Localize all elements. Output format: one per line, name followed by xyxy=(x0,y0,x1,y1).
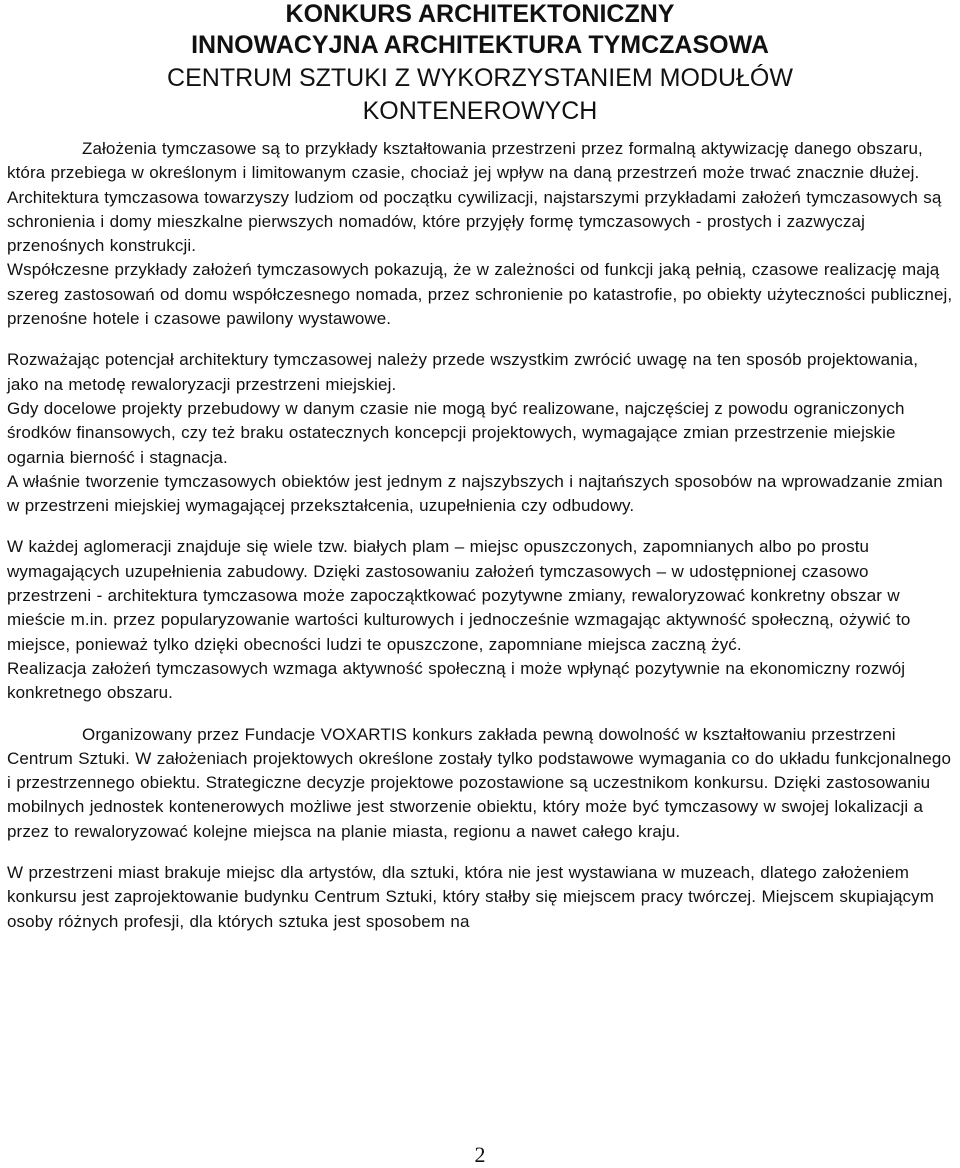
paragraph-voxartis: Organizowany przez Fundacje VOXARTIS konkurs zakłada pewną dowolność w kształtowaniu przestrzeni Centrum Sztuki. W założeniach projektowych określone zostały tylko podstawowe wymagania co do układu funkcjonalnego i przestrzennego obiektu. Strategiczne decyzje projektowe pozostawione są uczestnikom konkursu. Dzięki zastosowaniu mobilnych jednostek kontenerowych możliwe jest stworzenie obiektu, który może być tymczasowy w swojej lokalizacji a przez to rewaloryzować kolejne miejsca na planie miasta, regionu a nawet całego kraju. xyxy=(7,724,952,841)
page-number: 2 xyxy=(474,1142,486,1167)
title-line-1: KONKURS ARCHITEKTONICZNY xyxy=(285,0,675,28)
paragraph-fastest-way: A właśnie tworzenie tymczasowych obiektów jest jednym z najszybszych i najtańszych sposobów na wprowadzanie zmian w przestrzeni miejskiej wymagającej przekształcenia, uzupełnienia czy odbudowy. xyxy=(7,471,943,516)
title-line-2: INNOWACYJNA ARCHITEKTURA TYMCZASOWA xyxy=(191,31,769,59)
paragraph-stagnation: Gdy docelowe projekty przebudowy w danym czasie nie mogą być realizowane, najczęściej z powodu ograniczonych środków finansowych, czy też braku ostatecznych koncepcji projektowych, wymagające zmian przestrzenie miejskie ogarnia bierność i stagnacja. xyxy=(7,398,905,467)
paragraph-gap xyxy=(7,518,953,535)
document-page xyxy=(7,0,953,934)
paragraph-history: Architektura tymczasowa towarzyszy ludziom od początku cywilizacji, najstarszymi przykładami założeń tymczasowych są schronienia i domy mieszkalne pierwszych nomadów, które przyjęły formę tymczasowych - prostych i zazwyczaj przenośnych konstrukcji. xyxy=(7,187,942,256)
paragraph-gap xyxy=(7,706,953,723)
paragraph-white-spots: W każdej aglomeracji znajduje się wiele tzw. białych plam – miejsc opuszczonych, zapomnianych albo po prostu wymagających uzupełnienia zabudowy. Dzięki zastosowaniu założeń tymczasowych – w udostępnionej czasowo przestrzeni - architektura tymczasowa może zapocząktkować pozytywne zmiany, rewaloryzować konkretny obszar w mieście m.in. przez popularyzowanie wartości kulturowych i jednocześnie wzmagając aktywność społeczną, ożywić to miejsce, ponieważ tylko dzięki obecności ludzi te opuszczone, zapomniane miejsca zaczną żyć. xyxy=(7,537,911,654)
title-line-3: CENTRUM SZTUKI Z WYKORZYSTANIEM MODUŁÓW xyxy=(167,64,793,92)
title-line-4: KONTENEROWYCH xyxy=(362,97,598,125)
paragraph-contemporary: Współczesne przykłady założeń tymczasowych pokazują, że w zależności od funkcji jaką pełnią, czasowe realizację mają szereg zastosowań od domu współczesnego nomada, przez schronienie po katastrofie, po obiekty użyteczności publicznej, przenośne hotele i czasowe pawilony wystawowe. xyxy=(7,260,953,329)
paragraph-intro: Założenia tymczasowe są to przykłady kształtowania przestrzeni przez formalną aktywizację danego obszaru, która przebiega w określonym i limitowanym czasie, chociaż jej wpływ na daną przestrzeń może trwać znacznie dłużej. xyxy=(7,139,923,183)
paragraph-gap xyxy=(7,844,953,861)
paragraph-social-activity: Realizacja założeń tymczasowych wzmaga aktywność społeczną i może wpłynąć pozytywnie na ekonomiczny rozwój konkretnego obszaru. xyxy=(7,658,906,703)
paragraph-artists-space: W przestrzeni miast brakuje miejsc dla artystów, dla sztuki, która nie jest wystawiana w muzeach, dlatego założeniem konkursu jest zaprojektowanie budynku Centrum Sztuki, który stałby się miejscem pracy twórczej. Miejscem skupiającym osoby różnych profesji, dla których sztuka jest sposobem na xyxy=(7,863,934,931)
paragraph-gap xyxy=(7,331,953,348)
spacer xyxy=(7,127,953,137)
paragraph-potential: Rozważając potencjał architektury tymczasowej należy przede wszystkim zwrócić uwagę na ten sposób projektowania, jako na metodę rewaloryzacji przestrzeni miejskiej. xyxy=(7,350,919,394)
